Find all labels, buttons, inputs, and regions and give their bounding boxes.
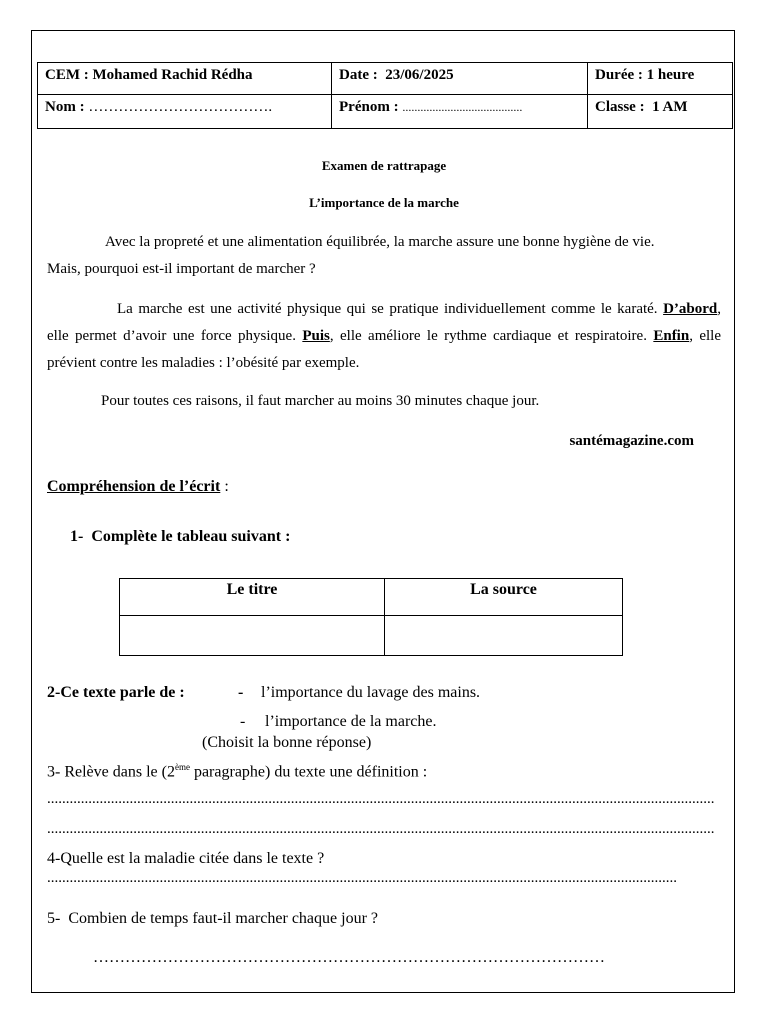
answer-line-3b[interactable]: .................................................................................................................................................................................. [47, 821, 715, 837]
duree-label: Durée : [595, 67, 643, 83]
page-border [31, 30, 735, 993]
paragraph-1 [47, 229, 721, 283]
section-title: Compréhension de l’écrit [47, 478, 221, 495]
exam-subtitle: L’importance de la marche [309, 195, 459, 210]
duree-value: 1 heure [646, 67, 695, 83]
classe-label: Classe : [595, 99, 645, 115]
table-header-source: La source [385, 579, 623, 616]
section-heading [47, 478, 229, 496]
answer-line-3a[interactable]: .................................................................................................................................................................................. [47, 791, 715, 807]
keyword-dabord: D’abord [663, 301, 718, 317]
nom-cell[interactable] [38, 95, 332, 129]
p2-sentence-d: , elle prévient contre les maladies : l’obésité par exemple. [47, 328, 721, 371]
keyword-puis: Puis [302, 328, 330, 344]
answer-cell-source[interactable] [385, 616, 623, 656]
q3-label-start: 3- Relève dans le (2 [47, 763, 175, 781]
p2-sentence-b: , elle permet d’avoir une force physique. [47, 301, 721, 344]
duree-cell [588, 63, 733, 95]
header-table [37, 62, 733, 129]
paragraph-3: Pour toutes ces raisons, il faut marcher au moins 30 minutes chaque jour. [101, 393, 540, 409]
classe-cell [588, 95, 733, 129]
prenom-field[interactable]: ........................................ [402, 100, 523, 114]
prenom-label: Prénom : [339, 99, 399, 115]
answer-table [119, 578, 623, 656]
classe-value: 1 AM [652, 99, 688, 115]
nom-label: Nom : [45, 99, 85, 115]
table-header-titre: Le titre [120, 579, 385, 616]
q3-label-sup: ème [174, 762, 190, 772]
answer-line-5[interactable]: …………………………………………………………………………………… [93, 949, 605, 966]
question-3-label [47, 762, 427, 781]
option-1-dash: - [238, 684, 244, 701]
option-2-text[interactable]: l’importance de la marche. [265, 713, 437, 730]
p2-sentence-c: , elle améliore le rythme cardiaque et respiratoire. [329, 328, 647, 344]
paragraph-2 [47, 296, 721, 377]
option-1-text[interactable]: l’importance du lavage des mains. [261, 684, 481, 701]
p2-sentence-a: La marche est une activité physique qui se pratique individuellement comme le karaté. [117, 301, 658, 317]
cem-label: CEM : [45, 67, 89, 83]
keyword-enfin: Enfin [653, 328, 690, 344]
p1-line2: Mais, pourquoi est-il important de marcher ? [47, 261, 316, 277]
question-2-hint: (Choisit la bonne réponse) [202, 734, 372, 751]
prenom-cell[interactable] [332, 95, 588, 129]
cem-cell [38, 63, 332, 95]
option-2-dash: - [240, 713, 246, 730]
answer-cell-titre[interactable] [120, 616, 385, 656]
q3-label-end: paragraphe) du texte une définition : [189, 763, 428, 781]
question-4-label: 4-Quelle est la maladie citée dans le texte ? [47, 850, 325, 867]
nom-field[interactable]: ………………………………. [88, 99, 273, 115]
date-label: Date : [339, 67, 378, 83]
section-colon: : [224, 478, 229, 495]
answer-line-4[interactable]: ........................................................................................................................................................................ [47, 870, 677, 886]
p1-line1: Avec la propreté et une alimentation équilibrée, la marche assure une bonne hygiène de vie. [105, 234, 655, 250]
question-2-label: 2-Ce texte parle de : [47, 684, 185, 701]
text-source: santémagazine.com [569, 433, 694, 449]
cem-value: Mohamed Rachid Rédha [92, 67, 253, 83]
date-value: 23/06/2025 [385, 67, 454, 83]
question-5-label: 5- Combien de temps faut-il marcher chaque jour ? [47, 910, 378, 927]
exam-title: Examen de rattrapage [321, 158, 447, 173]
question-1-label: 1- Complète le tableau suivant : [70, 528, 291, 545]
date-cell [332, 63, 588, 95]
